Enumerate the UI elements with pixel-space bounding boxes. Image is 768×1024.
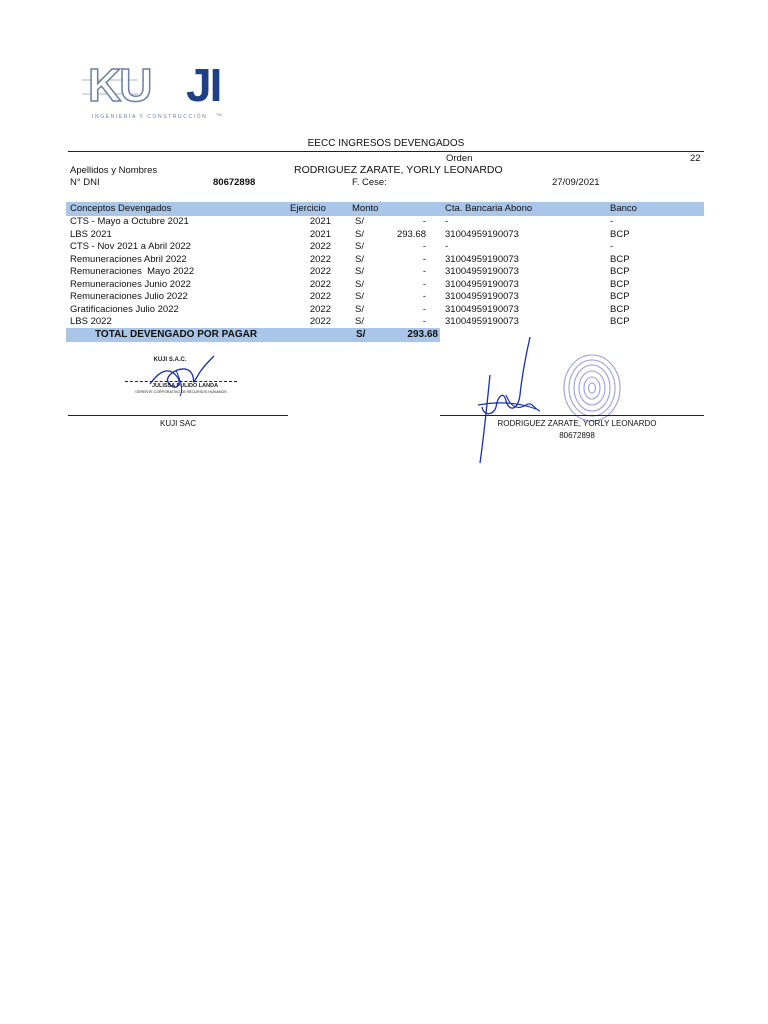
table-row — [0, 266, 768, 279]
row-amount: - — [422, 303, 426, 315]
logo-trademark: TM — [216, 112, 222, 117]
row-amount: 293.68 — [396, 228, 426, 240]
header-account: Cta. Bancaria Abono — [445, 203, 533, 214]
row-currency: S/ — [355, 253, 364, 265]
table-row — [0, 279, 768, 292]
row-concept: Remuneraciones Julio 2022 — [70, 291, 188, 302]
dni-value: 80672898 — [213, 177, 256, 188]
row-bank: BCP — [610, 266, 630, 277]
row-currency: S/ — [355, 278, 364, 290]
name-value: RODRIGUEZ ZARATE, YORLY LEONARDO — [294, 164, 503, 176]
row-bank: - — [610, 216, 614, 227]
company-stamp-dashes — [125, 381, 237, 382]
row-amount: - — [422, 216, 426, 227]
cese-label: F. Cese: — [352, 177, 387, 188]
row-amount: - — [422, 253, 426, 265]
row-currency: S/ — [355, 316, 364, 327]
row-concept: LBS 2022 — [70, 316, 112, 327]
row-year: 2022 — [309, 316, 331, 327]
row-concept: CTS - Mayo a Octubre 2021 — [70, 216, 189, 227]
header-bank: Banco — [610, 203, 637, 214]
table-row — [0, 241, 768, 254]
table-header-row — [0, 203, 768, 216]
row-account: 31004959190073 — [445, 291, 519, 302]
worker-signature-line — [440, 415, 704, 416]
fingerprint-icon — [560, 352, 624, 424]
row-currency: S/ — [355, 266, 364, 277]
row-bank: BCP — [610, 303, 630, 315]
row-currency: S/ — [355, 228, 364, 240]
row-amount: - — [422, 291, 426, 302]
total-row — [0, 329, 768, 342]
title-divider — [68, 151, 704, 152]
row-currency: S/ — [355, 303, 364, 315]
row-concept: Remuneraciones Mayo 2022 — [70, 266, 195, 277]
row-concept: CTS - Nov 2021 a Abril 2022 — [70, 241, 191, 252]
row-year: 2021 — [309, 228, 331, 240]
row-bank: BCP — [610, 316, 630, 327]
row-currency: S/ — [355, 216, 364, 227]
row-concept: Remuneraciones Abril 2022 — [70, 253, 187, 265]
header-amount: Monto — [352, 203, 379, 214]
table-row — [0, 304, 768, 317]
orden-label: Orden — [446, 153, 473, 164]
row-account: 31004959190073 — [445, 266, 519, 277]
header-year: Ejercicio — [290, 203, 326, 214]
company-stamp-role: GERENTE CORPORATIVO DE RECURSOS HUMANOS — [135, 390, 227, 394]
table-row — [0, 291, 768, 304]
name-label: Apellidos y Nombres — [70, 165, 158, 176]
row-bank: BCP — [610, 278, 630, 290]
total-label: TOTAL DEVENGADO POR PAGAR — [95, 329, 258, 340]
header-concept: Conceptos Devengados — [70, 203, 172, 214]
row-concept: Gratificaciones Julio 2022 — [70, 303, 179, 315]
company-label: KUJI SAC — [159, 419, 196, 428]
row-year: 2022 — [309, 253, 331, 265]
total-amount: 293.68 — [407, 329, 438, 340]
logo-text-ji: JI — [186, 59, 221, 111]
row-year: 2021 — [309, 216, 331, 227]
row-year: 2022 — [309, 278, 331, 290]
row-account: - — [445, 216, 449, 227]
company-signature-line — [68, 415, 288, 416]
document-title: EECC INGRESOS DEVENGADOS — [307, 138, 465, 149]
dni-label: N° DNI — [70, 177, 100, 188]
row-currency: S/ — [355, 241, 364, 252]
cese-value: 27/09/2021 — [552, 177, 600, 188]
row-account: 31004959190073 — [445, 303, 519, 315]
company-stamp-name: JULISSA PULIDO LANDA — [151, 383, 219, 389]
worker-signature-icon — [470, 335, 550, 465]
row-account: 31004959190073 — [445, 253, 519, 265]
table-row — [0, 254, 768, 267]
logo-subtitle: INGENIERÍA Y CONSTRUCCIÓN — [92, 114, 208, 120]
row-amount: - — [422, 266, 426, 277]
row-bank: BCP — [610, 228, 630, 240]
total-currency: S/ — [356, 329, 366, 340]
worker-name: RODRIGUEZ ZARATE, YORLY LEONARDO — [497, 419, 657, 428]
table-row — [0, 216, 768, 229]
row-currency: S/ — [355, 291, 364, 302]
row-amount: - — [422, 316, 426, 327]
row-account: 31004959190073 — [445, 278, 519, 290]
row-bank: BCP — [610, 291, 630, 302]
row-concept: LBS 2021 — [70, 228, 112, 240]
orden-value: 22 — [690, 153, 701, 164]
row-account: 31004959190073 — [445, 316, 519, 327]
row-amount: - — [422, 241, 426, 252]
row-year: 2022 — [309, 266, 331, 277]
company-stamp-title: KUJI S.A.C. — [153, 357, 187, 363]
row-account: - — [445, 241, 449, 252]
row-account: 31004959190073 — [445, 228, 519, 240]
row-bank: BCP — [610, 253, 630, 265]
row-year: 2022 — [309, 291, 331, 302]
table-row — [0, 229, 768, 242]
row-concept: Remuneraciones Junio 2022 — [70, 278, 191, 290]
row-year: 2022 — [309, 241, 331, 252]
worker-dni: 80672898 — [559, 431, 595, 440]
logo-text-ku: KU — [88, 59, 151, 111]
row-bank: - — [610, 241, 614, 252]
table-row — [0, 316, 768, 329]
row-year: 2022 — [309, 303, 331, 315]
row-amount: - — [422, 278, 426, 290]
